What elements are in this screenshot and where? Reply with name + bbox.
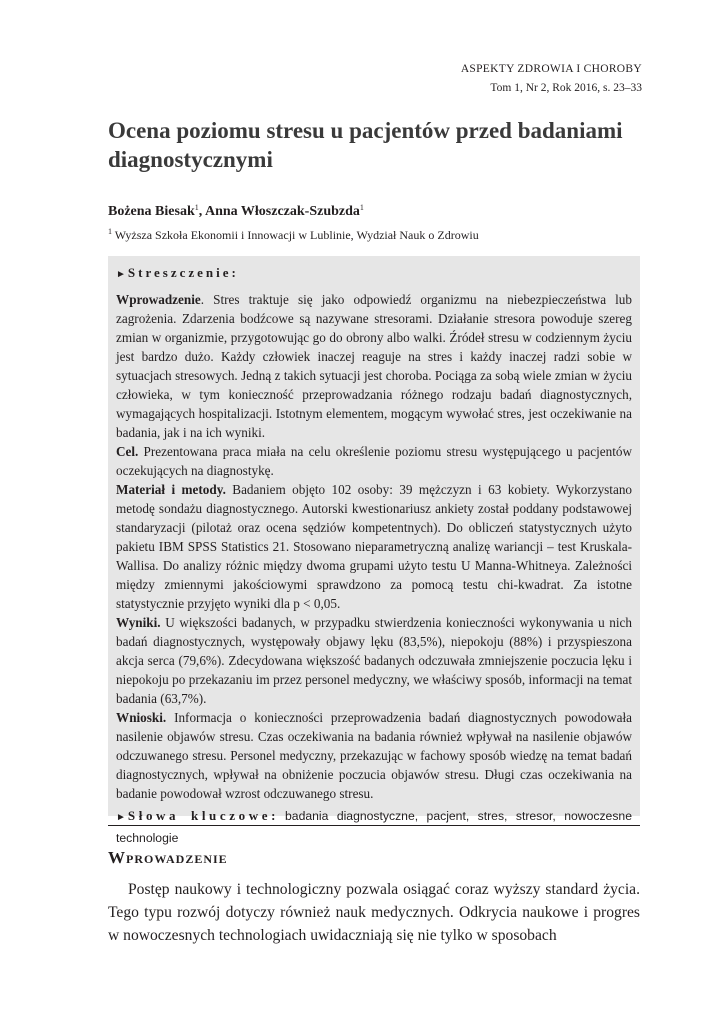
author-affiliation-mark: 1 xyxy=(194,203,199,212)
section-text: . Stres traktuje się jako odpowiedź organizmu na niebezpieczeństwa lub zagrożenia. Zdarzenia bodźcowe są nazywane stresorami. Działanie stresora powoduje szereg zmian w organizmie, przygotowując go do obrony albo walki. Źródeł stresu w codziennym życiu jest bardzo dużo. Każdy człowiek inaczej reaguje na stres i każdy inaczej radzi sobie w sytuacjach stresowych. Jedną z takich sytuacji jest choroba. Pociąga za sobą wiele zmian w życiu człowieka, w tym konieczność przeprowadzania różnego rodzaju badań diagnostycznych, wymagających hospitalizacji. Istotnym elementem, mogącym wywołać stres, jest oczekiwanie na badania, jak i na ich wyniki. xyxy=(116,292,632,440)
journal-header xyxy=(461,60,642,98)
author-list xyxy=(108,203,364,220)
section-text: Prezentowana praca miała na celu określenie poziomu stresu występującego u pacjentów oczekujących na diagnostykę. xyxy=(116,444,632,478)
author-name: Anna Włoszczak-Szubzda xyxy=(204,204,360,219)
triangle-bullet-icon: ► xyxy=(116,812,126,823)
section-label: Wyniki. xyxy=(116,615,161,630)
author-separator: , xyxy=(198,204,205,219)
section-text: Informacja o konieczności przeprowadzenia badań diagnostycznych powodowała nasilenie objawów stresu. Czas oczekiwania na badania również wpływał na nasilenie objawów odczuwanego stresu. Personel medyczny, przekazując w fachowy sposób wiedzę na temat badań diagnostycznych, wpływał na obniżenie poczucia objawów stresu. Długi czas oczekiwania na badanie powodował wzrost odczuwanego stresu. xyxy=(116,710,632,801)
journal-issue: Tom 1, Nr 2, Rok 2016, s. 23–33 xyxy=(490,82,642,94)
abstract-section-results xyxy=(116,613,632,708)
abstract-section-conclusions xyxy=(116,708,632,803)
section-label: Materiał i metody. xyxy=(116,482,226,497)
abstract-box xyxy=(108,256,640,845)
author-affiliation-mark: 1 xyxy=(359,203,364,212)
article-title: Ocena poziomu stresu u pacjentów przed badaniami diagnostycznymi xyxy=(108,118,623,172)
triangle-bullet-icon: ► xyxy=(116,269,126,280)
section-text: Badaniem objęto 102 osoby: 39 mężczyzn i 63 kobiety. Wykorzystano metodę sondażu diagnostycznego. Autorski kwestionariusz ankiety został poddany podstawowej standaryzacji (pilotaż oraz ocena sędziów kompetentnych). Do obliczeń statystycznych użyto pakietu IBM SPSS Statistics 21. Stosowano nieparametryczną analizę wariancji – test Kruskala-Wallisa. Do analizy różnic między dwoma grupami użyto testu U Manna-Whitneya. Zależności między zmiennymi jakościowymi sprawdzono za pomocą testu chi-kwadrat. Za istotne statystycznie przyjęto wyniki dla p < 0,05. xyxy=(116,482,633,611)
journal-name: ASPEKTY ZDROWIA I CHOROBY xyxy=(460,63,642,75)
abstract-section-introduction xyxy=(116,290,632,442)
keywords-label xyxy=(116,808,279,823)
author-name: Bożena Biesak xyxy=(108,204,195,219)
abstract-section-methods xyxy=(116,480,632,613)
affiliation-text: Wyższa Szkoła Ekonomii i Innowacji w Lublinie, Wydział Nauk o Zdrowiu xyxy=(114,228,479,242)
keywords-text: badania diagnostyczne, pacjent, stres, stresor, nowoczesne technologie xyxy=(116,809,632,845)
section-heading: Wprowadzenie xyxy=(108,848,228,867)
section-label: Wprowadzenie xyxy=(116,292,201,307)
abstract-section-aim xyxy=(116,442,632,480)
section-text: U większości badanych, w przypadku stwierdzenia konieczności wykonywania u nich badań diagnostycznych, występowały objawy lęku (83,5%), niepokoju (88%) i przyspieszona akcja serca (79,6%). Zdecydowana większość badanych odczuwała zmniejszenie poczucia lęku i niepokoju po przekazaniu im przez personel medyczny, we właściwy sposób, informacji na temat badania (63,7%). xyxy=(116,615,632,706)
abstract-heading xyxy=(116,265,632,282)
keywords xyxy=(116,806,632,848)
affiliation xyxy=(108,227,479,243)
abstract-heading-label: Streszczenie: xyxy=(127,265,239,280)
affiliation-mark: 1 xyxy=(108,227,112,236)
section-divider xyxy=(108,825,640,826)
keywords-label-text: Słowa kluczowe: xyxy=(127,808,280,823)
section-label: Wnioski. xyxy=(116,710,167,725)
introduction-paragraph: Postęp naukowy i technologiczny pozwala osiągać coraz wyższy standard życia. Tego typu rozwój dotyczy również nauk medycznych. Odkrycia naukowe i progres w nowoczesnych technologiach uwidaczniają się nie tylko w sposobach xyxy=(108,881,640,944)
abstract-body xyxy=(116,290,632,848)
section-label: Cel. xyxy=(116,444,139,459)
